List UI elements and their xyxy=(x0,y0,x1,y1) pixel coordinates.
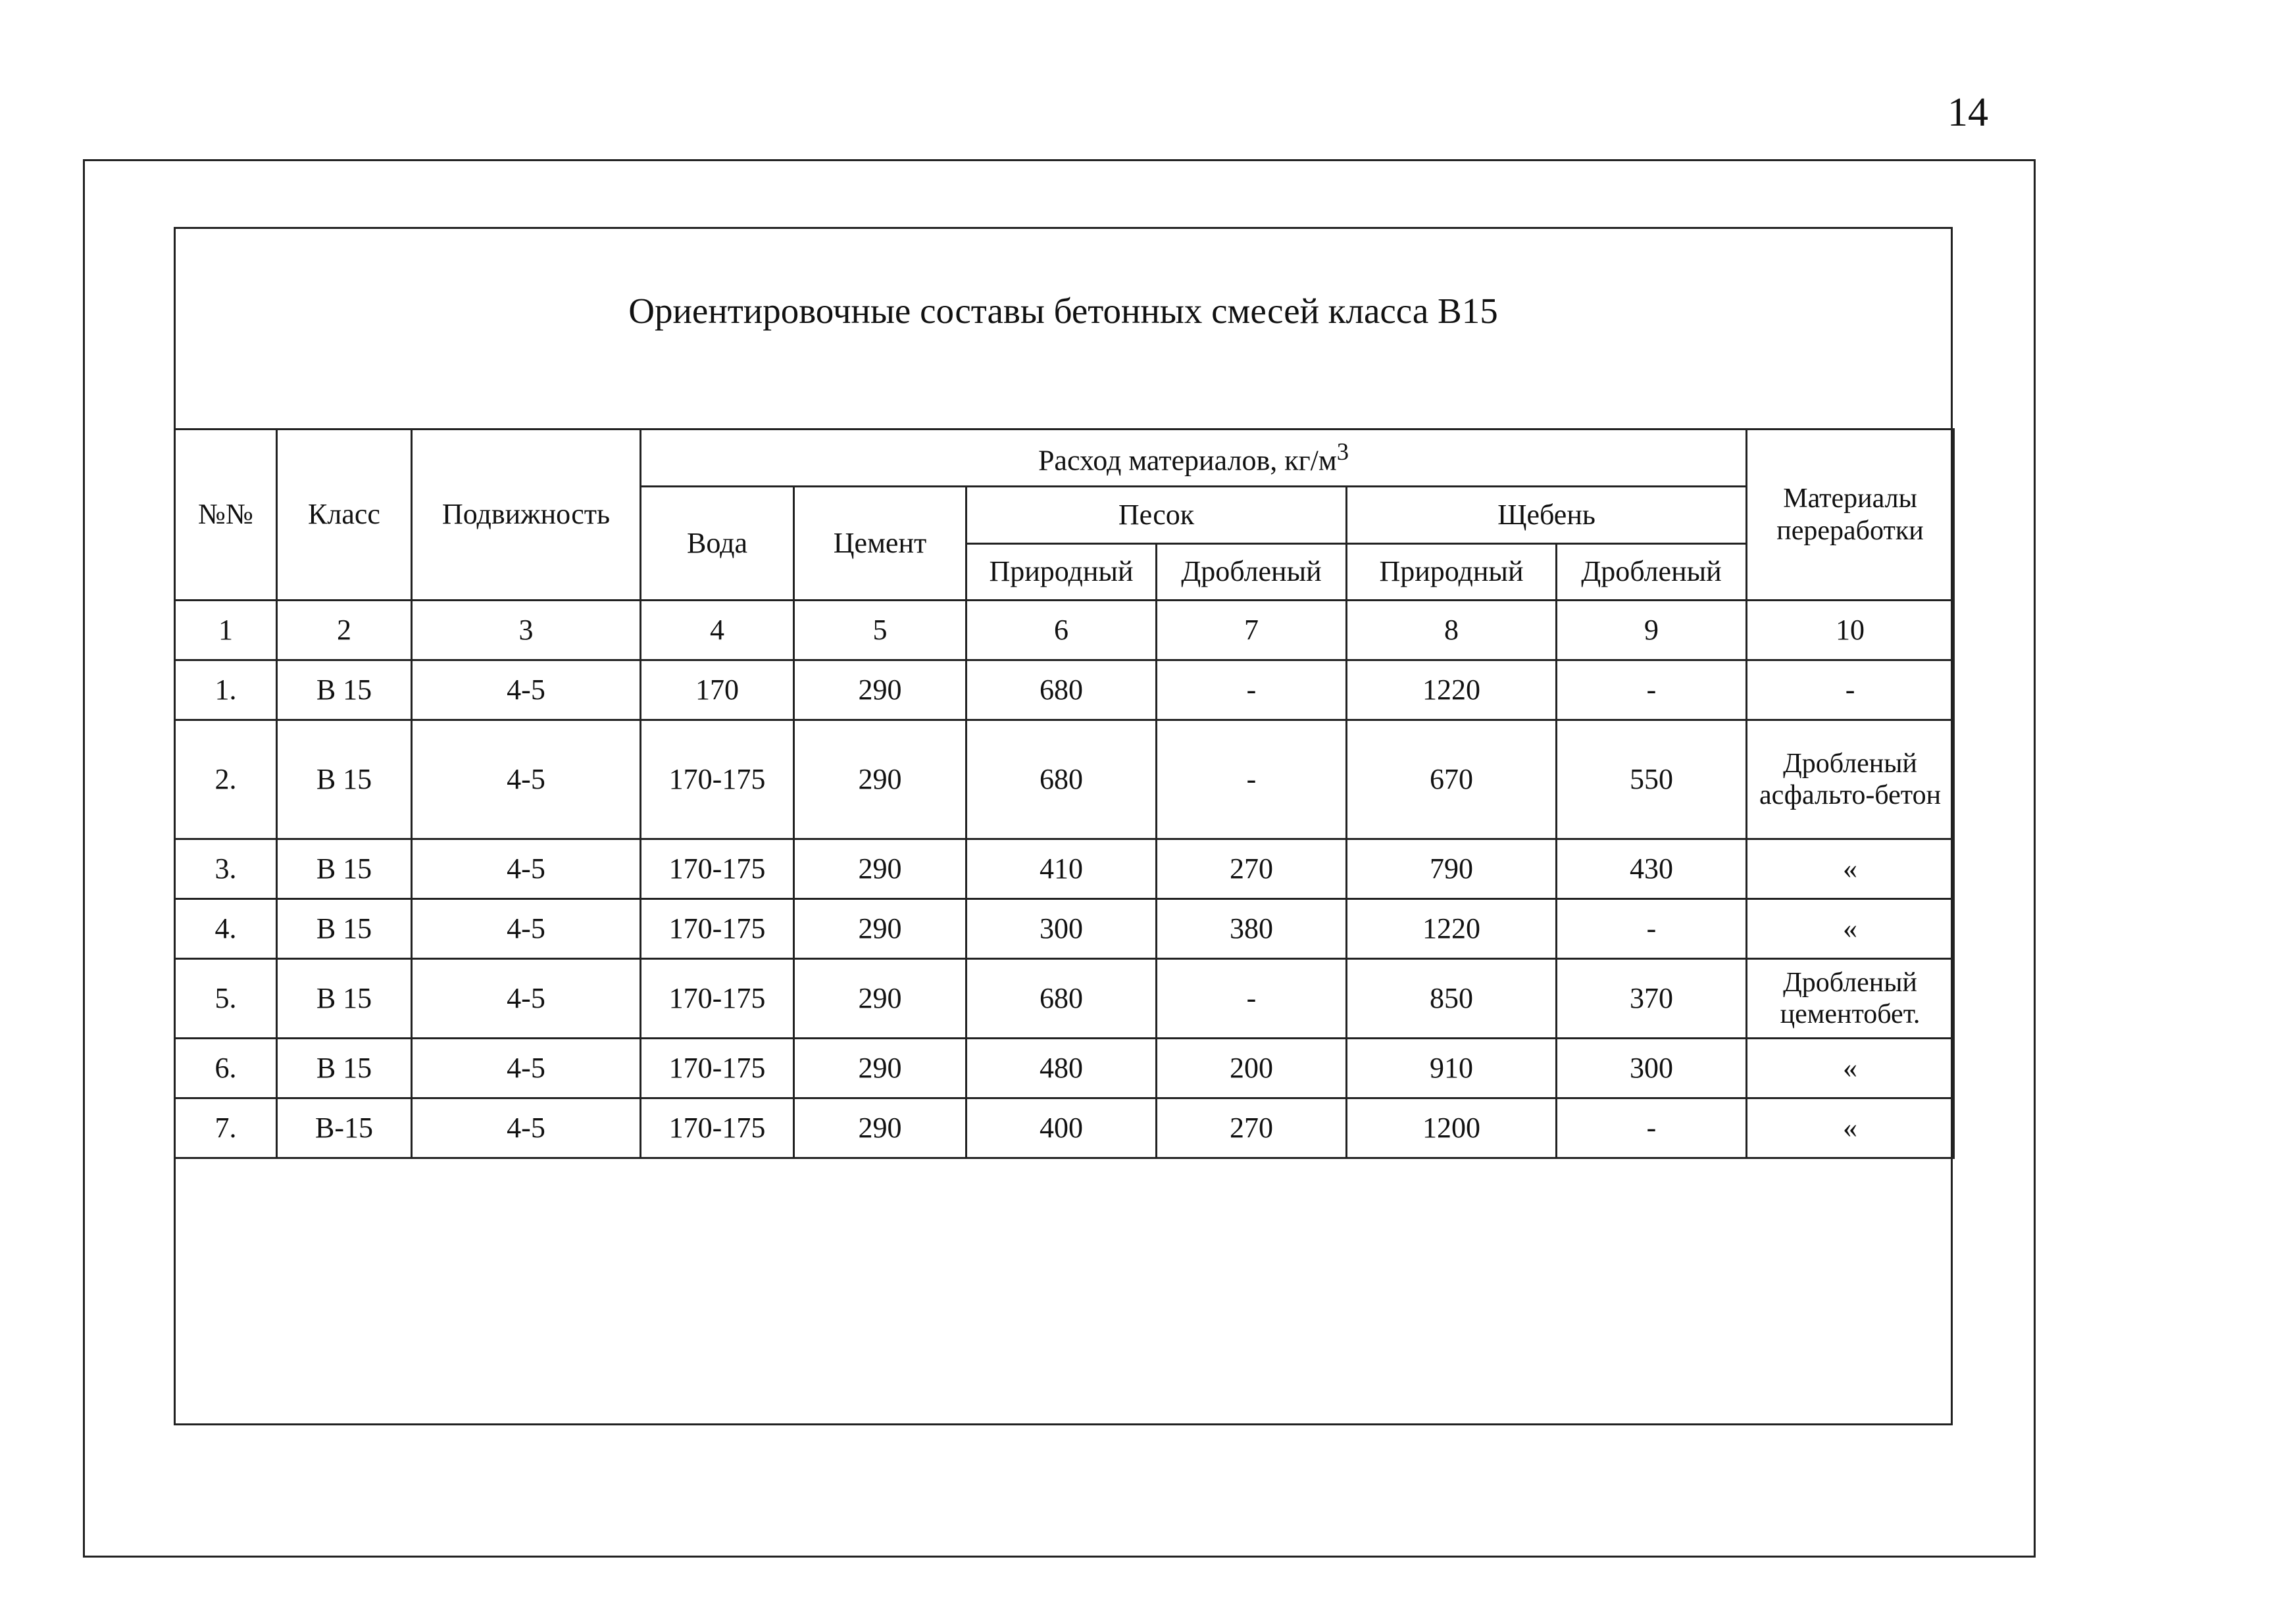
column-number: 10 xyxy=(1747,601,1954,660)
cell-gravel-natural: 1200 xyxy=(1347,1098,1557,1158)
cell-water: 170 xyxy=(641,660,794,720)
header-sand-crushed: Дробленый xyxy=(1157,544,1347,601)
cell-cement: 290 xyxy=(794,839,967,899)
column-number: 3 xyxy=(412,601,641,660)
cell-cement: 290 xyxy=(794,899,967,959)
header-mobility: Подвижность xyxy=(412,430,641,601)
column-number: 9 xyxy=(1557,601,1747,660)
cell-recycled: « xyxy=(1747,1098,1954,1158)
cell-no: 7. xyxy=(175,1098,277,1158)
cell-gravel-crushed: 550 xyxy=(1557,720,1747,839)
header-gravel-crushed: Дробленый xyxy=(1557,544,1747,601)
header-consumption xyxy=(641,430,1747,487)
cell-gravel-natural: 850 xyxy=(1347,959,1557,1039)
header-row-1 xyxy=(175,430,1954,487)
cell-recycled: « xyxy=(1747,899,1954,959)
table-row xyxy=(175,839,1954,899)
column-number: 2 xyxy=(277,601,412,660)
header-water: Вода xyxy=(641,487,794,601)
cell-recycled: - xyxy=(1747,660,1954,720)
cell-sand-crushed: - xyxy=(1157,959,1347,1039)
cell-sand-crushed: 200 xyxy=(1157,1039,1347,1098)
cell-sand-natural: 480 xyxy=(967,1039,1157,1098)
header-sand: Песок xyxy=(967,487,1347,544)
cell-sand-natural: 410 xyxy=(967,839,1157,899)
header-gravel-natural: Природный xyxy=(1347,544,1557,601)
cell-mobility: 4-5 xyxy=(412,1039,641,1098)
cell-water: 170-175 xyxy=(641,959,794,1039)
cell-gravel-natural: 670 xyxy=(1347,720,1557,839)
column-number: 8 xyxy=(1347,601,1557,660)
cell-recycled: « xyxy=(1747,1039,1954,1098)
cell-class: В 15 xyxy=(277,720,412,839)
header-recycled: Материалы переработки xyxy=(1747,430,1954,601)
cell-water: 170-175 xyxy=(641,720,794,839)
cell-water: 170-175 xyxy=(641,1039,794,1098)
cell-gravel-natural: 1220 xyxy=(1347,660,1557,720)
cell-mobility: 4-5 xyxy=(412,720,641,839)
cell-recycled: « xyxy=(1747,839,1954,899)
cell-gravel-crushed: - xyxy=(1557,1098,1747,1158)
table-row xyxy=(175,660,1954,720)
column-number: 6 xyxy=(967,601,1157,660)
cell-gravel-crushed: 300 xyxy=(1557,1039,1747,1098)
cell-cement: 290 xyxy=(794,1098,967,1158)
cell-mobility: 4-5 xyxy=(412,660,641,720)
cell-class: В-15 xyxy=(277,1098,412,1158)
column-number: 7 xyxy=(1157,601,1347,660)
cell-gravel-natural: 790 xyxy=(1347,839,1557,899)
cell-sand-crushed: - xyxy=(1157,720,1347,839)
document-title: Ориентировочные составы бетонных смесей класса В15 xyxy=(628,291,1498,331)
cell-class: В 15 xyxy=(277,899,412,959)
cell-sand-crushed: 270 xyxy=(1157,839,1347,899)
cell-water: 170-175 xyxy=(641,1098,794,1158)
cell-sand-natural: 300 xyxy=(967,899,1157,959)
cell-sand-natural: 400 xyxy=(967,1098,1157,1158)
cell-cement: 290 xyxy=(794,720,967,839)
header-sand-natural: Природный xyxy=(967,544,1157,601)
cell-recycled: Дробленый асфальто-бетон xyxy=(1747,720,1954,839)
cell-sand-natural: 680 xyxy=(967,660,1157,720)
column-number: 5 xyxy=(794,601,967,660)
table-row xyxy=(175,720,1954,839)
cell-water: 170-175 xyxy=(641,839,794,899)
header-no: №№ xyxy=(175,430,277,601)
column-number: 4 xyxy=(641,601,794,660)
cell-gravel-crushed: 430 xyxy=(1557,839,1747,899)
cell-sand-crushed: - xyxy=(1157,660,1347,720)
cell-no: 3. xyxy=(175,839,277,899)
cell-no: 6. xyxy=(175,1039,277,1098)
page-number: 14 xyxy=(1947,90,1988,135)
cell-mobility: 4-5 xyxy=(412,839,641,899)
cell-class: В 15 xyxy=(277,1039,412,1098)
cell-gravel-crushed: 370 xyxy=(1557,959,1747,1039)
cell-no: 1. xyxy=(175,660,277,720)
concrete-mix-table xyxy=(174,428,1955,1159)
cell-no: 2. xyxy=(175,720,277,839)
header-class: Класс xyxy=(277,430,412,601)
cell-gravel-crushed: - xyxy=(1557,899,1747,959)
header-cement: Цемент xyxy=(794,487,967,601)
cell-cement: 290 xyxy=(794,660,967,720)
cell-cement: 290 xyxy=(794,1039,967,1098)
column-number: 1 xyxy=(175,601,277,660)
column-number-row xyxy=(175,601,1954,660)
cell-sand-natural: 680 xyxy=(967,720,1157,839)
cell-class: В 15 xyxy=(277,839,412,899)
cell-gravel-natural: 1220 xyxy=(1347,899,1557,959)
table-row xyxy=(175,1039,1954,1098)
cell-gravel-natural: 910 xyxy=(1347,1039,1557,1098)
cell-cement: 290 xyxy=(794,959,967,1039)
cell-mobility: 4-5 xyxy=(412,1098,641,1158)
cell-recycled: Дробленый цементобет. xyxy=(1747,959,1954,1039)
header-consumption-label: Расход материалов, кг/м xyxy=(1038,444,1337,477)
header-gravel: Щебень xyxy=(1347,487,1747,544)
cell-sand-natural: 680 xyxy=(967,959,1157,1039)
cell-sand-crushed: 380 xyxy=(1157,899,1347,959)
cell-no: 4. xyxy=(175,899,277,959)
table-row xyxy=(175,1098,1954,1158)
cell-no: 5. xyxy=(175,959,277,1039)
cell-water: 170-175 xyxy=(641,899,794,959)
cell-mobility: 4-5 xyxy=(412,959,641,1039)
cell-mobility: 4-5 xyxy=(412,899,641,959)
table-row xyxy=(175,959,1954,1039)
cell-gravel-crushed: - xyxy=(1557,660,1747,720)
table-row xyxy=(175,899,1954,959)
header-consumption-unit-power: 3 xyxy=(1336,437,1349,465)
cell-class: В 15 xyxy=(277,660,412,720)
cell-sand-crushed: 270 xyxy=(1157,1098,1347,1158)
cell-class: В 15 xyxy=(277,959,412,1039)
